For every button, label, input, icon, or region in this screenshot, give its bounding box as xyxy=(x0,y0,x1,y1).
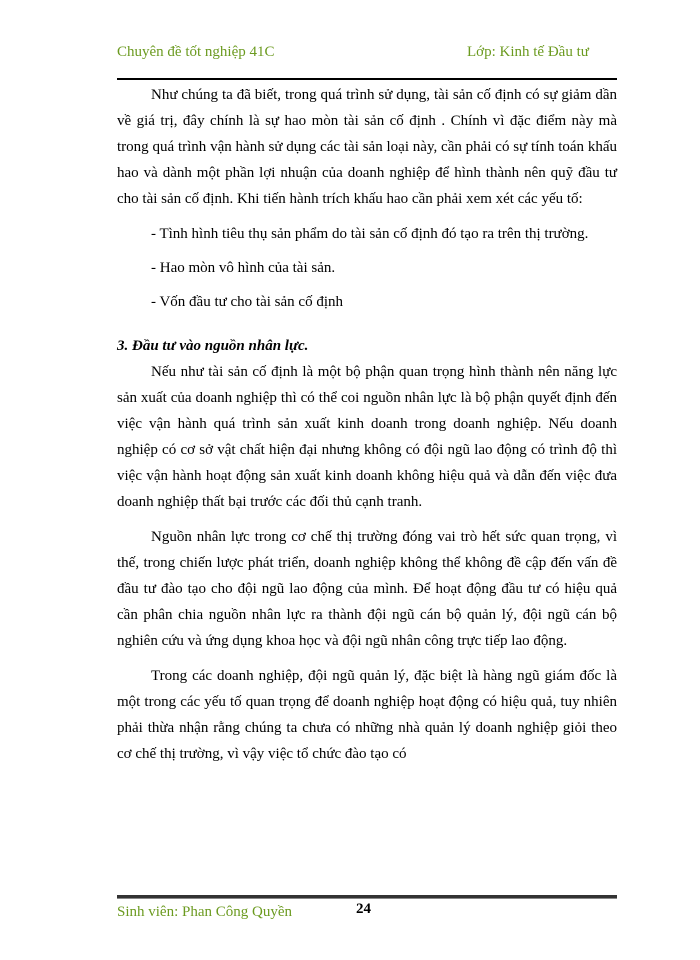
bullet-intangible-wear: - Hao mòn vô hình của tài sản. xyxy=(151,260,336,276)
page-number: 24 xyxy=(356,901,371,917)
section-heading: 3. Đầu tư vào nguồn nhân lực. xyxy=(117,338,309,354)
paragraph-human-resources: Nếu như tài sản cố định là một bộ phận quan trọng hình thành nên năng lực sản xuất của doanh nghiệp thì có thể coi nguồn nhân lực là bộ phận quyết định đến việc vận hành quá trình sản xuất kinh doanh trong doanh nghiệp. Nếu doanh nghiệp có cơ sở vật chất hiện đại nhưng không có đội ngũ lao động có trình độ thì việc vận hành hoạt động sản xuất kinh doanh không hiệu quả và dẫn đến việc đưa doanh nghiệp thất bại trước các đối thủ cạnh tranh. xyxy=(117,364,617,510)
header-course-title: Chuyên đề tốt nghiệp 41C xyxy=(117,44,275,60)
paragraph-market-role: Nguồn nhân lực trong cơ chế thị trường đóng vai trò hết sức quan trọng, vì thế, trong chiến lược phát triển, doanh nghiệp không thể không đề cập đến vấn đề đầu tư đào tạo cho đội ngũ lao động của mình. Để hoạt động đầu tư có hiệu quả cần phân chia nguồn nhân lực ra thành đội ngũ cán bộ quản lý, đội ngũ cán bộ nghiên cứu và ứng dụng khoa học và đội ngũ nhân công trực tiếp lao động. xyxy=(117,529,617,649)
header-divider xyxy=(117,78,617,80)
footer-student-name: Sinh viên: Phan Công Quyền xyxy=(117,904,292,920)
bullet-investment-capital: - Vốn đầu tư cho tài sản cố định xyxy=(151,294,343,310)
header-class-label: Lớp: Kinh tế Đầu tư xyxy=(467,44,589,60)
paragraph-depreciation: Như chúng ta đã biết, trong quá trình sử dụng, tài sản cố định có sự giảm dần về giá trị, đây chính là sự hao mòn tài sản cố định . Chính vì đặc điểm này mà trong quá trình vận hành sử dụng các tài sản loại này, cần phải có sự tính toán khấu hao và dành một phần lợi nhuận của doanh nghiệp để hình thành nên quỹ đầu tư cho tài sản cố định. Khi tiến hành trích khấu hao cần phải xem xét các yếu tố: xyxy=(117,87,617,207)
document-body xyxy=(117,82,617,767)
paragraph-management: Trong các doanh nghiệp, đội ngũ quản lý, đặc biệt là hàng ngũ giám đốc là một trong các yếu tố quan trọng để doanh nghiệp hoạt động có hiệu quả, tuy nhiên phải thừa nhận rằng chúng ta chưa có những nhà quản lý doanh nghiệp giỏi theo cơ chế thị trường, vì vậy việc tổ chức đào tạo có xyxy=(117,668,617,762)
bullet-consumption: - Tình hình tiêu thụ sản phẩm do tài sản cố định đó tạo ra trên thị trường. xyxy=(151,226,589,242)
